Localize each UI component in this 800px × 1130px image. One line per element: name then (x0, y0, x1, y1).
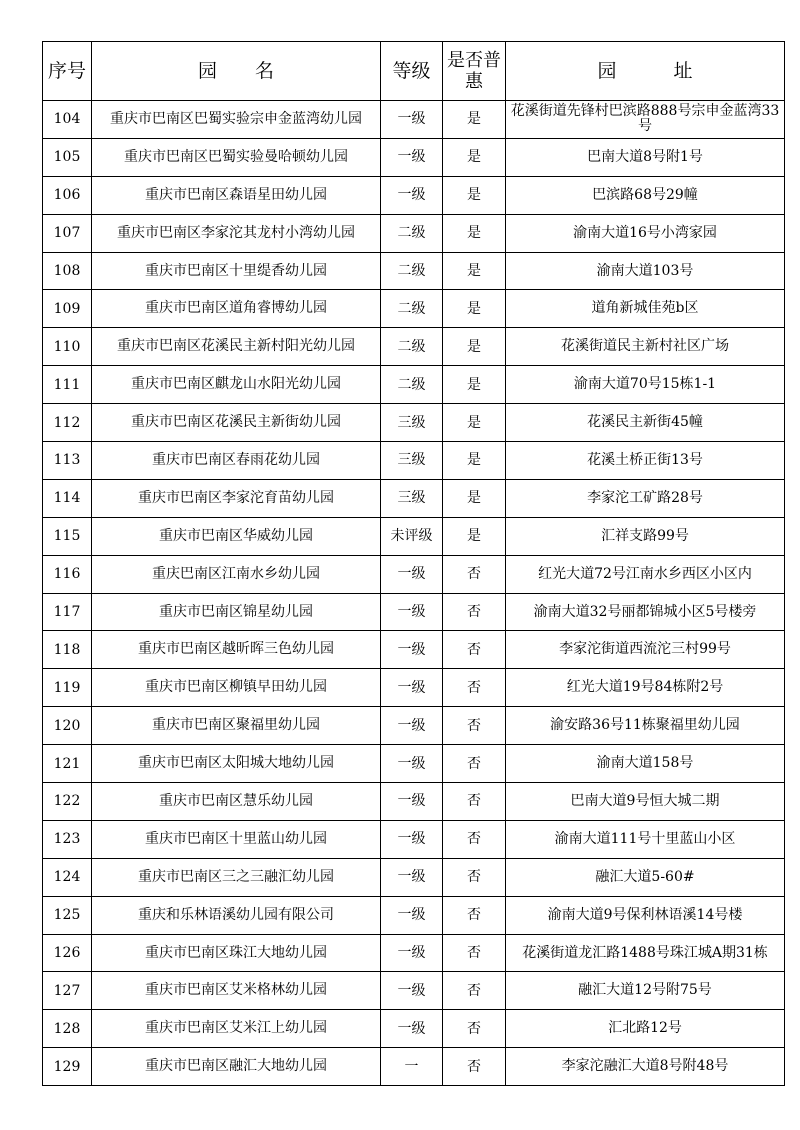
table-row (43, 745, 785, 783)
row-index: 114 (43, 479, 92, 517)
row-level: 一 (381, 1048, 443, 1086)
table-row (43, 517, 785, 555)
row-subsidized: 是 (443, 328, 506, 366)
row-name: 重庆市巴南区三之三融汇幼儿园 (92, 858, 381, 896)
row-address: 渝南大道32号丽都锦城小区5号楼旁 (506, 593, 785, 631)
row-name: 重庆市巴南区巴蜀实验曼哈顿幼儿园 (92, 138, 381, 176)
row-address: 李家沱工矿路28号 (506, 479, 785, 517)
table-row (43, 479, 785, 517)
row-index: 119 (43, 669, 92, 707)
header-level: 等级 (381, 42, 443, 101)
row-index: 113 (43, 442, 92, 480)
table-row (43, 783, 785, 821)
row-subsidized: 否 (443, 783, 506, 821)
table-row (43, 555, 785, 593)
table-row (43, 101, 785, 139)
header-name: 园 名 (92, 42, 381, 101)
row-name: 重庆市巴南区道角睿博幼儿园 (92, 290, 381, 328)
row-level: 一级 (381, 745, 443, 783)
row-subsidized: 否 (443, 745, 506, 783)
row-address: 红光大道19号84栋附2号 (506, 669, 785, 707)
row-level: 三级 (381, 479, 443, 517)
row-name: 重庆市巴南区森语星田幼儿园 (92, 176, 381, 214)
row-address: 花溪街道先锋村巴滨路888号宗申金蓝湾33号 (506, 101, 785, 139)
header-index: 序号 (43, 42, 92, 101)
row-subsidized: 否 (443, 669, 506, 707)
row-name: 重庆市巴南区十里缇香幼儿园 (92, 252, 381, 290)
row-address: 花溪民主新街45幢 (506, 404, 785, 442)
row-name: 重庆巴南区江南水乡幼儿园 (92, 555, 381, 593)
table-row (43, 252, 785, 290)
row-index: 125 (43, 896, 92, 934)
row-address: 花溪土桥正街13号 (506, 442, 785, 480)
row-level: 一级 (381, 707, 443, 745)
table-row (43, 934, 785, 972)
row-index: 128 (43, 1010, 92, 1048)
row-name: 重庆市巴南区李家沱育苗幼儿园 (92, 479, 381, 517)
row-name: 重庆市巴南区锦星幼儿园 (92, 593, 381, 631)
row-subsidized: 是 (443, 290, 506, 328)
row-address: 渝南大道103号 (506, 252, 785, 290)
row-level: 一级 (381, 101, 443, 139)
table-row (43, 176, 785, 214)
row-name: 重庆市巴南区艾米江上幼儿园 (92, 1010, 381, 1048)
row-level: 一级 (381, 896, 443, 934)
row-name: 重庆市巴南区李家沱其龙村小湾幼儿园 (92, 214, 381, 252)
row-index: 111 (43, 366, 92, 404)
row-index: 123 (43, 820, 92, 858)
table-row (43, 707, 785, 745)
row-address: 巴南大道9号恒大城二期 (506, 783, 785, 821)
row-subsidized: 是 (443, 101, 506, 139)
row-subsidized: 是 (443, 252, 506, 290)
row-address: 巴南大道8号附1号 (506, 138, 785, 176)
row-level: 二级 (381, 328, 443, 366)
table-row (43, 972, 785, 1010)
row-index: 117 (43, 593, 92, 631)
table-header-row (43, 42, 785, 101)
row-index: 109 (43, 290, 92, 328)
row-level: 一级 (381, 593, 443, 631)
row-index: 127 (43, 972, 92, 1010)
row-index: 116 (43, 555, 92, 593)
row-subsidized: 否 (443, 1010, 506, 1048)
row-address: 花溪街道龙汇路1488号珠江城A期31栋 (506, 934, 785, 972)
row-subsidized: 否 (443, 707, 506, 745)
row-index: 104 (43, 101, 92, 139)
row-subsidized: 是 (443, 214, 506, 252)
table-row (43, 896, 785, 934)
row-index: 108 (43, 252, 92, 290)
table-row (43, 669, 785, 707)
header-address: 园 址 (506, 42, 785, 101)
table-row (43, 858, 785, 896)
row-subsidized: 否 (443, 820, 506, 858)
table-row (43, 290, 785, 328)
row-subsidized: 否 (443, 858, 506, 896)
row-subsidized: 是 (443, 366, 506, 404)
row-level: 二级 (381, 290, 443, 328)
table-row (43, 328, 785, 366)
table-row (43, 404, 785, 442)
row-name: 重庆市巴南区珠江大地幼儿园 (92, 934, 381, 972)
row-name: 重庆市巴南区太阳城大地幼儿园 (92, 745, 381, 783)
row-subsidized: 是 (443, 479, 506, 517)
row-index: 106 (43, 176, 92, 214)
row-address: 融汇大道5-60# (506, 858, 785, 896)
row-address: 渝南大道111号十里蓝山小区 (506, 820, 785, 858)
table-row (43, 593, 785, 631)
row-index: 118 (43, 631, 92, 669)
row-name: 重庆市巴南区柳镇早田幼儿园 (92, 669, 381, 707)
table-row (43, 820, 785, 858)
row-index: 122 (43, 783, 92, 821)
row-level: 一级 (381, 669, 443, 707)
row-level: 一级 (381, 934, 443, 972)
row-level: 一级 (381, 631, 443, 669)
row-name: 重庆市巴南区十里蓝山幼儿园 (92, 820, 381, 858)
row-subsidized: 是 (443, 517, 506, 555)
row-address: 花溪街道民主新村社区广场 (506, 328, 785, 366)
table-row (43, 366, 785, 404)
table-row (43, 442, 785, 480)
row-level: 二级 (381, 214, 443, 252)
row-subsidized: 是 (443, 138, 506, 176)
row-address: 渝南大道9号保利林语溪14号楼 (506, 896, 785, 934)
row-name: 重庆市巴南区春雨花幼儿园 (92, 442, 381, 480)
row-name: 重庆市巴南区慧乐幼儿园 (92, 783, 381, 821)
header-subsidized: 是否普惠 (443, 42, 506, 101)
row-subsidized: 否 (443, 631, 506, 669)
row-subsidized: 否 (443, 593, 506, 631)
row-index: 129 (43, 1048, 92, 1086)
table-row (43, 1048, 785, 1086)
row-index: 105 (43, 138, 92, 176)
table-row (43, 631, 785, 669)
row-index: 107 (43, 214, 92, 252)
row-subsidized: 否 (443, 934, 506, 972)
row-address: 渝南大道158号 (506, 745, 785, 783)
table-row (43, 214, 785, 252)
row-index: 115 (43, 517, 92, 555)
row-subsidized: 否 (443, 972, 506, 1010)
row-address: 李家沱融汇大道8号附48号 (506, 1048, 785, 1086)
row-subsidized: 否 (443, 555, 506, 593)
row-address: 巴滨路68号29幢 (506, 176, 785, 214)
row-level: 一级 (381, 138, 443, 176)
row-level: 一级 (381, 858, 443, 896)
row-subsidized: 否 (443, 1048, 506, 1086)
row-level: 未评级 (381, 517, 443, 555)
row-index: 126 (43, 934, 92, 972)
row-name: 重庆市巴南区华威幼儿园 (92, 517, 381, 555)
row-index: 121 (43, 745, 92, 783)
row-level: 二级 (381, 252, 443, 290)
row-name: 重庆市巴南区麒龙山水阳光幼儿园 (92, 366, 381, 404)
row-name: 重庆市巴南区越昕晖三色幼儿园 (92, 631, 381, 669)
row-address: 渝南大道70号15栋1-1 (506, 366, 785, 404)
row-level: 一级 (381, 820, 443, 858)
row-name: 重庆和乐林语溪幼儿园有限公司 (92, 896, 381, 934)
row-address: 渝南大道16号小湾家园 (506, 214, 785, 252)
row-name: 重庆市巴南区聚福里幼儿园 (92, 707, 381, 745)
row-level: 一级 (381, 1010, 443, 1048)
row-name: 重庆市巴南区花溪民主新街幼儿园 (92, 404, 381, 442)
row-level: 一级 (381, 972, 443, 1010)
row-subsidized: 是 (443, 404, 506, 442)
row-name: 重庆市巴南区艾米格林幼儿园 (92, 972, 381, 1010)
table-row (43, 138, 785, 176)
row-subsidized: 否 (443, 896, 506, 934)
row-address: 融汇大道12号附75号 (506, 972, 785, 1010)
row-subsidized: 是 (443, 442, 506, 480)
kindergarten-table (42, 41, 785, 1086)
row-address: 汇祥支路99号 (506, 517, 785, 555)
row-subsidized: 是 (443, 176, 506, 214)
row-address: 渝安路36号11栋聚福里幼儿园 (506, 707, 785, 745)
row-level: 三级 (381, 442, 443, 480)
row-address: 道角新城佳苑b区 (506, 290, 785, 328)
row-name: 重庆市巴南区融汇大地幼儿园 (92, 1048, 381, 1086)
row-level: 二级 (381, 366, 443, 404)
row-index: 120 (43, 707, 92, 745)
row-level: 一级 (381, 555, 443, 593)
table-body (43, 101, 785, 1086)
row-index: 112 (43, 404, 92, 442)
row-level: 一级 (381, 783, 443, 821)
row-name: 重庆市巴南区巴蜀实验宗申金蓝湾幼儿园 (92, 101, 381, 139)
row-index: 110 (43, 328, 92, 366)
row-name: 重庆市巴南区花溪民主新村阳光幼儿园 (92, 328, 381, 366)
row-level: 三级 (381, 404, 443, 442)
row-address: 李家沱街道西流沱三村99号 (506, 631, 785, 669)
table-row (43, 1010, 785, 1048)
row-address: 汇北路12号 (506, 1010, 785, 1048)
row-index: 124 (43, 858, 92, 896)
row-address: 红光大道72号江南水乡西区小区内 (506, 555, 785, 593)
row-level: 一级 (381, 176, 443, 214)
